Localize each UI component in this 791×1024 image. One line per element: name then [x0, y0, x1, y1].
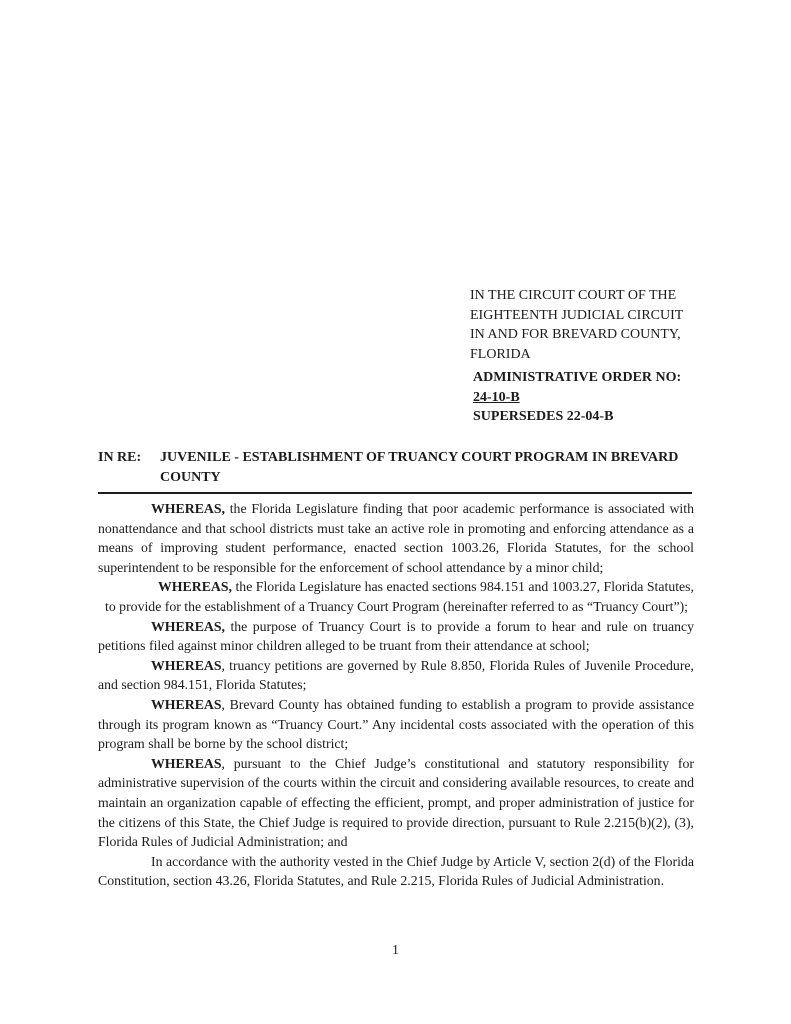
administrative-order-block [473, 368, 681, 427]
in-re-heading [98, 448, 694, 487]
whereas-paragraph [98, 695, 694, 754]
paragraph-text: In accordance with the authority vested in the Chief Judge by Article V, section 2(d) of the Florida Constitution, section 43.26, Florida Statutes, and Rule 2.215, Florida Rules of Judicial Administration. [98, 853, 694, 889]
court-caption-line: IN THE CIRCUIT COURT OF THE [470, 288, 677, 303]
court-caption-line: EIGHTEENTH JUDICIAL CIRCUIT [470, 307, 684, 323]
whereas-paragraph [98, 499, 694, 577]
whereas-lead: WHEREAS [151, 755, 222, 771]
court-caption-line: IN AND FOR BREVARD COUNTY, [470, 327, 681, 342]
order-body [98, 499, 694, 891]
divider-rule [98, 492, 692, 494]
paragraph-text: the Florida Legislature has enacted sections 984.151 and 1003.27, Florida Statutes, to provide for the establishment of a Truancy Court Program (hereinafter referred to as “Truancy Court”); [105, 579, 694, 614]
whereas-paragraph [98, 617, 694, 656]
court-caption [470, 286, 683, 364]
order-label: ADMINISTRATIVE ORDER NO: [473, 370, 682, 385]
court-caption-line: FLORIDA [470, 346, 531, 362]
paragraph-text: , Brevard County has obtained funding to establish a program to provide assistance through its program known as “Truancy Court.” Any incidental costs associated with the operation of this program shall be borne by the school district; [98, 696, 694, 752]
whereas-lead: WHEREAS, [158, 579, 232, 595]
whereas-paragraph [98, 656, 694, 695]
whereas-paragraph [98, 577, 694, 616]
supersedes-line: SUPERSEDES 22-04-B [473, 409, 614, 424]
in-re-title: JUVENILE - ESTABLISHMENT OF TRUANCY COURT PROGRAM IN BREVARD COUNTY [160, 450, 679, 485]
whereas-lead: WHEREAS [151, 657, 222, 673]
whereas-lead: WHEREAS, [151, 501, 225, 516]
paragraph-text: , pursuant to the Chief Judge’s constitutional and statutory responsibility for administrative supervision of the courts within the circuit and considering available resources, to create and maintain an organization capable of effecting the efficient, prompt, and proper administration of justice for the citizens of this State, the Chief Judge is required to provide direction, pursuant to Rule 2.215(b)(2), (3), Florida Rules of Judicial Administration; and [98, 755, 694, 850]
whereas-paragraph [98, 754, 694, 852]
authority-paragraph [98, 852, 694, 891]
paragraph-text: the Florida Legislature finding that poor academic performance is associated with nonattendance and that school districts must take an active role in promoting and enforcing attendance as a means of improving student performance, enacted section 1003.26, Florida Statutes, for the school superintendent to be responsible for the enforcement of school attendance by a minor child; [98, 501, 694, 575]
in-re-label: IN RE: [98, 450, 142, 465]
whereas-lead: WHEREAS, [151, 618, 225, 634]
page-number: 1 [392, 942, 399, 957]
paragraph-text: , truancy petitions are governed by Rule 8.850, Florida Rules of Juvenile Procedure, and section 984.151, Florida Statutes; [98, 657, 694, 693]
whereas-lead: WHEREAS [151, 696, 222, 712]
paragraph-text: the purpose of Truancy Court is to provide a forum to hear and rule on truancy petitions filed against minor children alleged to be truant from their attendance at school; [98, 618, 694, 654]
order-number: 24-10-B [473, 389, 520, 405]
